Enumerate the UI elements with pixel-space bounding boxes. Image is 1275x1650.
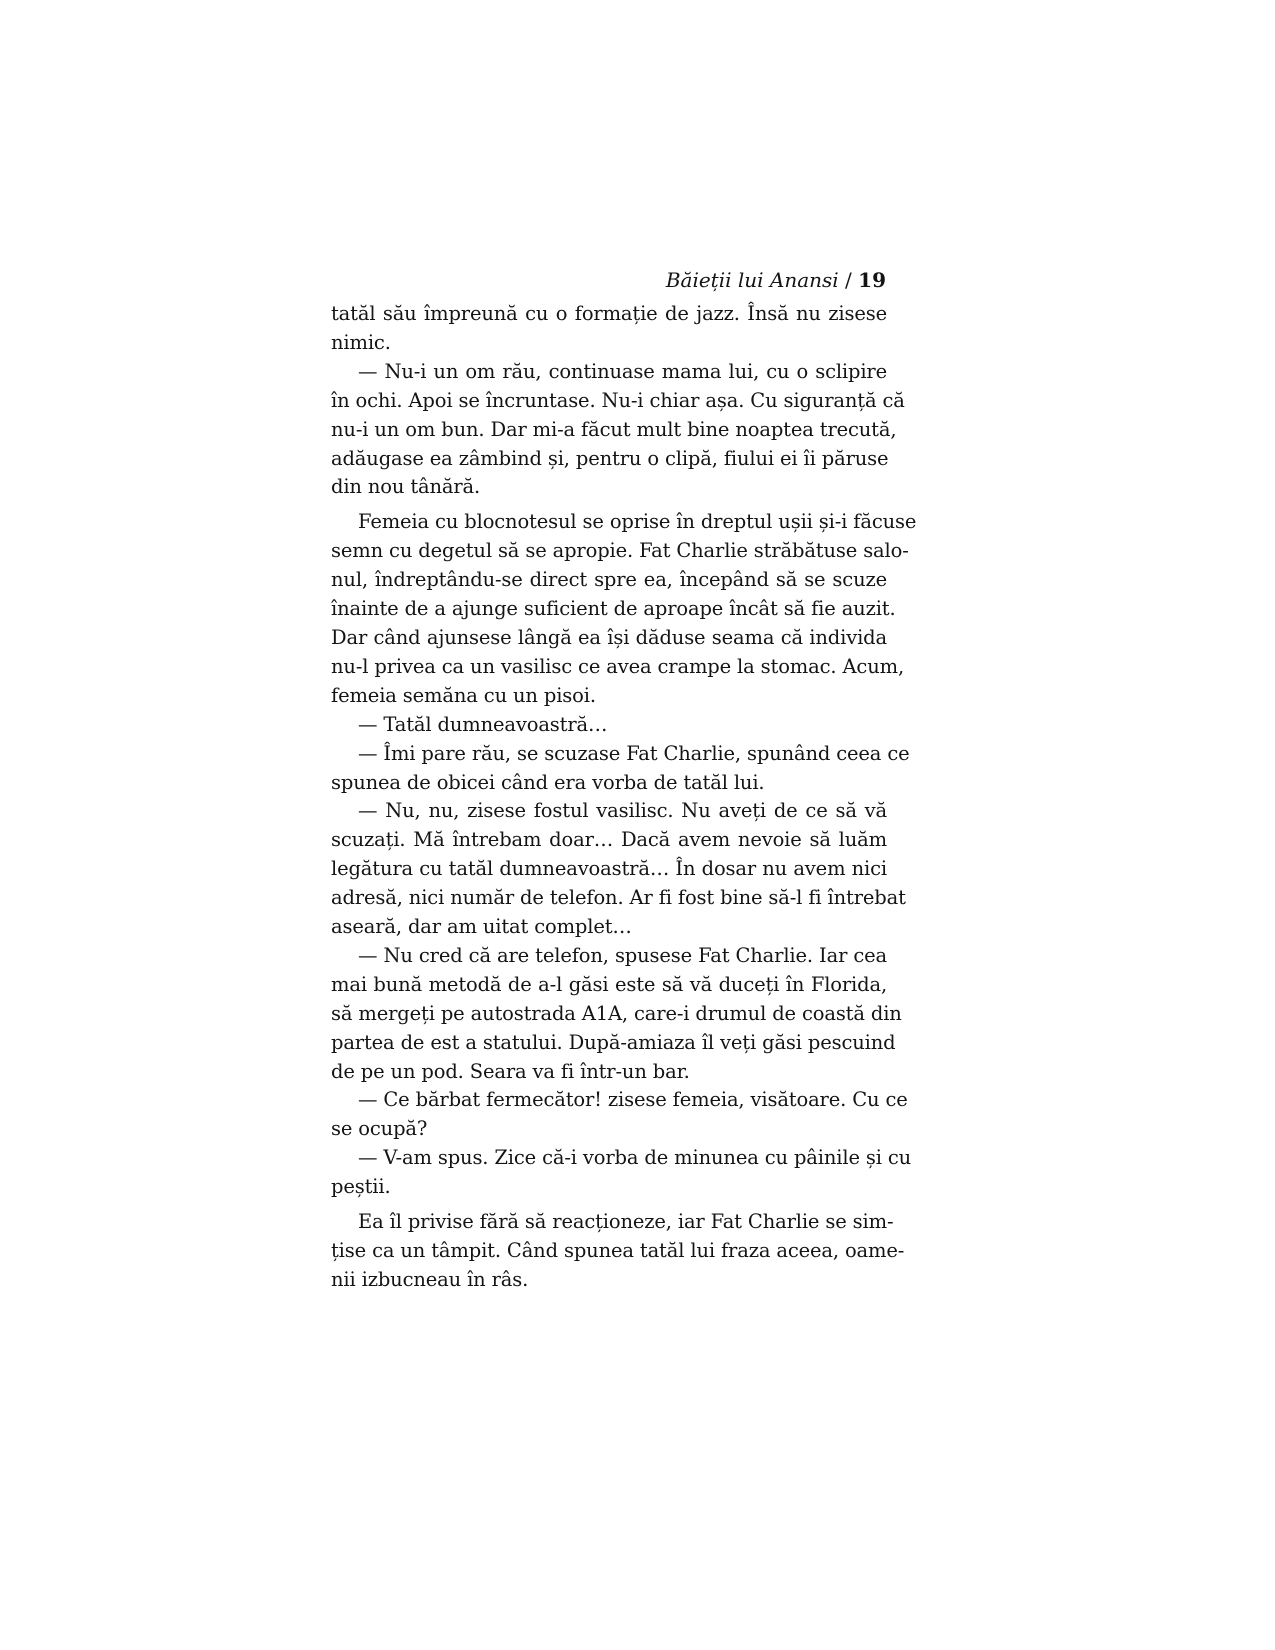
text-line: să mergeți pe autostrada A1A, care-i drumul de coastă din [331, 1001, 902, 1025]
paragraph [331, 358, 905, 503]
text-line: — Nu-i un om rău, continuase mama lui, cu o sclipire [358, 359, 887, 383]
text-line: nu-i un om bun. Dar mi-a făcut mult bine noaptea trecută, [331, 417, 897, 441]
paragraph [331, 711, 887, 740]
text-line: — Îmi pare rău, se scuzase Fat Charlie, spunând ceea ce [358, 741, 910, 765]
text-line: nul, îndreptându-se direct spre ea, începând să se scuze [331, 568, 887, 592]
header-separator: / [838, 268, 859, 292]
text-line: mai bună metodă de a-l găsi este să vă duceți în Florida, [331, 972, 887, 996]
text-line: tatăl său împreună cu o formație de jazz. Însă nu zisese [331, 302, 887, 325]
text-line: scuzați. Mă întrebam doar… Dacă avem nevoie să luăm [331, 828, 887, 852]
paragraph [331, 1086, 908, 1144]
page-number: 19 [858, 268, 886, 292]
paragraph [331, 1208, 905, 1295]
text-line: — Ce bărbat fermecător! zisese femeia, visătoare. Cu ce [358, 1088, 908, 1112]
text-line: legătura cu tatăl dumneavoastră… În dosar nu avem nici [331, 857, 887, 881]
text-line: — Nu cred că are telefon, spusese Fat Charlie. Iar cea [358, 943, 887, 967]
text-line: nimic. [331, 330, 391, 354]
text-line: aseară, dar am uitat complet… [331, 915, 632, 939]
running-header [330, 266, 886, 294]
text-line: partea de est a statului. După-amiaza îl veți găsi pescuind [331, 1030, 896, 1054]
text-line: — Nu, nu, zisese fostul vasilisc. Nu aveți de ce să vă [358, 799, 887, 823]
body-text [331, 300, 917, 1295]
text-line: de pe un pod. Seara va fi într-un bar. [331, 1059, 690, 1083]
text-line: din nou tânără. [331, 475, 481, 499]
text-line: nu-l privea ca un vasilisc ce avea crampe la stomac. Acum, [331, 654, 904, 678]
text-line: Ea îl privise fără să reacționeze, iar Fat Charlie se sim- [358, 1210, 894, 1234]
text-line: înainte de a ajunge suficient de aproape încât să fie auzit. [331, 597, 896, 621]
paragraph [331, 508, 917, 710]
paragraph [331, 740, 910, 798]
text-line: semn cu degetul să se apropie. Fat Charlie străbătuse salo- [331, 539, 909, 563]
paragraph [331, 942, 902, 1087]
text-line: — Tatăl dumneavoastră… [358, 712, 608, 736]
text-line: se ocupă? [331, 1117, 428, 1141]
text-line: țise ca un tâmpit. Când spunea tatăl lui fraza aceea, oame- [331, 1239, 905, 1262]
text-line: nii izbucneau în râs. [331, 1267, 529, 1291]
text-line: în ochi. Apoi se încruntase. Nu-i chiar așa. Cu siguranță că [331, 388, 905, 412]
text-line: femeia semăna cu un pisoi. [331, 683, 596, 707]
text-line: adresă, nici număr de telefon. Ar fi fost bine să-l fi întrebat [331, 886, 906, 910]
text-line: Dar când ajunsese lângă ea își dăduse seama că individa [331, 625, 887, 649]
paragraph [331, 300, 887, 358]
text-line: adăugase ea zâmbind și, pentru o clipă, fiului ei îi păruse [331, 446, 889, 470]
text-line: — V-am spus. Zice că-i vorba de minunea cu pâinile și cu [358, 1146, 912, 1170]
text-line: spunea de obicei când era vorba de tatăl lui. [331, 770, 765, 794]
paragraph [331, 797, 906, 942]
text-line: peștii. [331, 1175, 391, 1199]
text-line: Femeia cu blocnotesul se oprise în dreptul ușii și-i făcuse [358, 510, 917, 534]
paragraph [331, 1144, 912, 1202]
book-title: Băieții lui Anansi [665, 268, 839, 292]
